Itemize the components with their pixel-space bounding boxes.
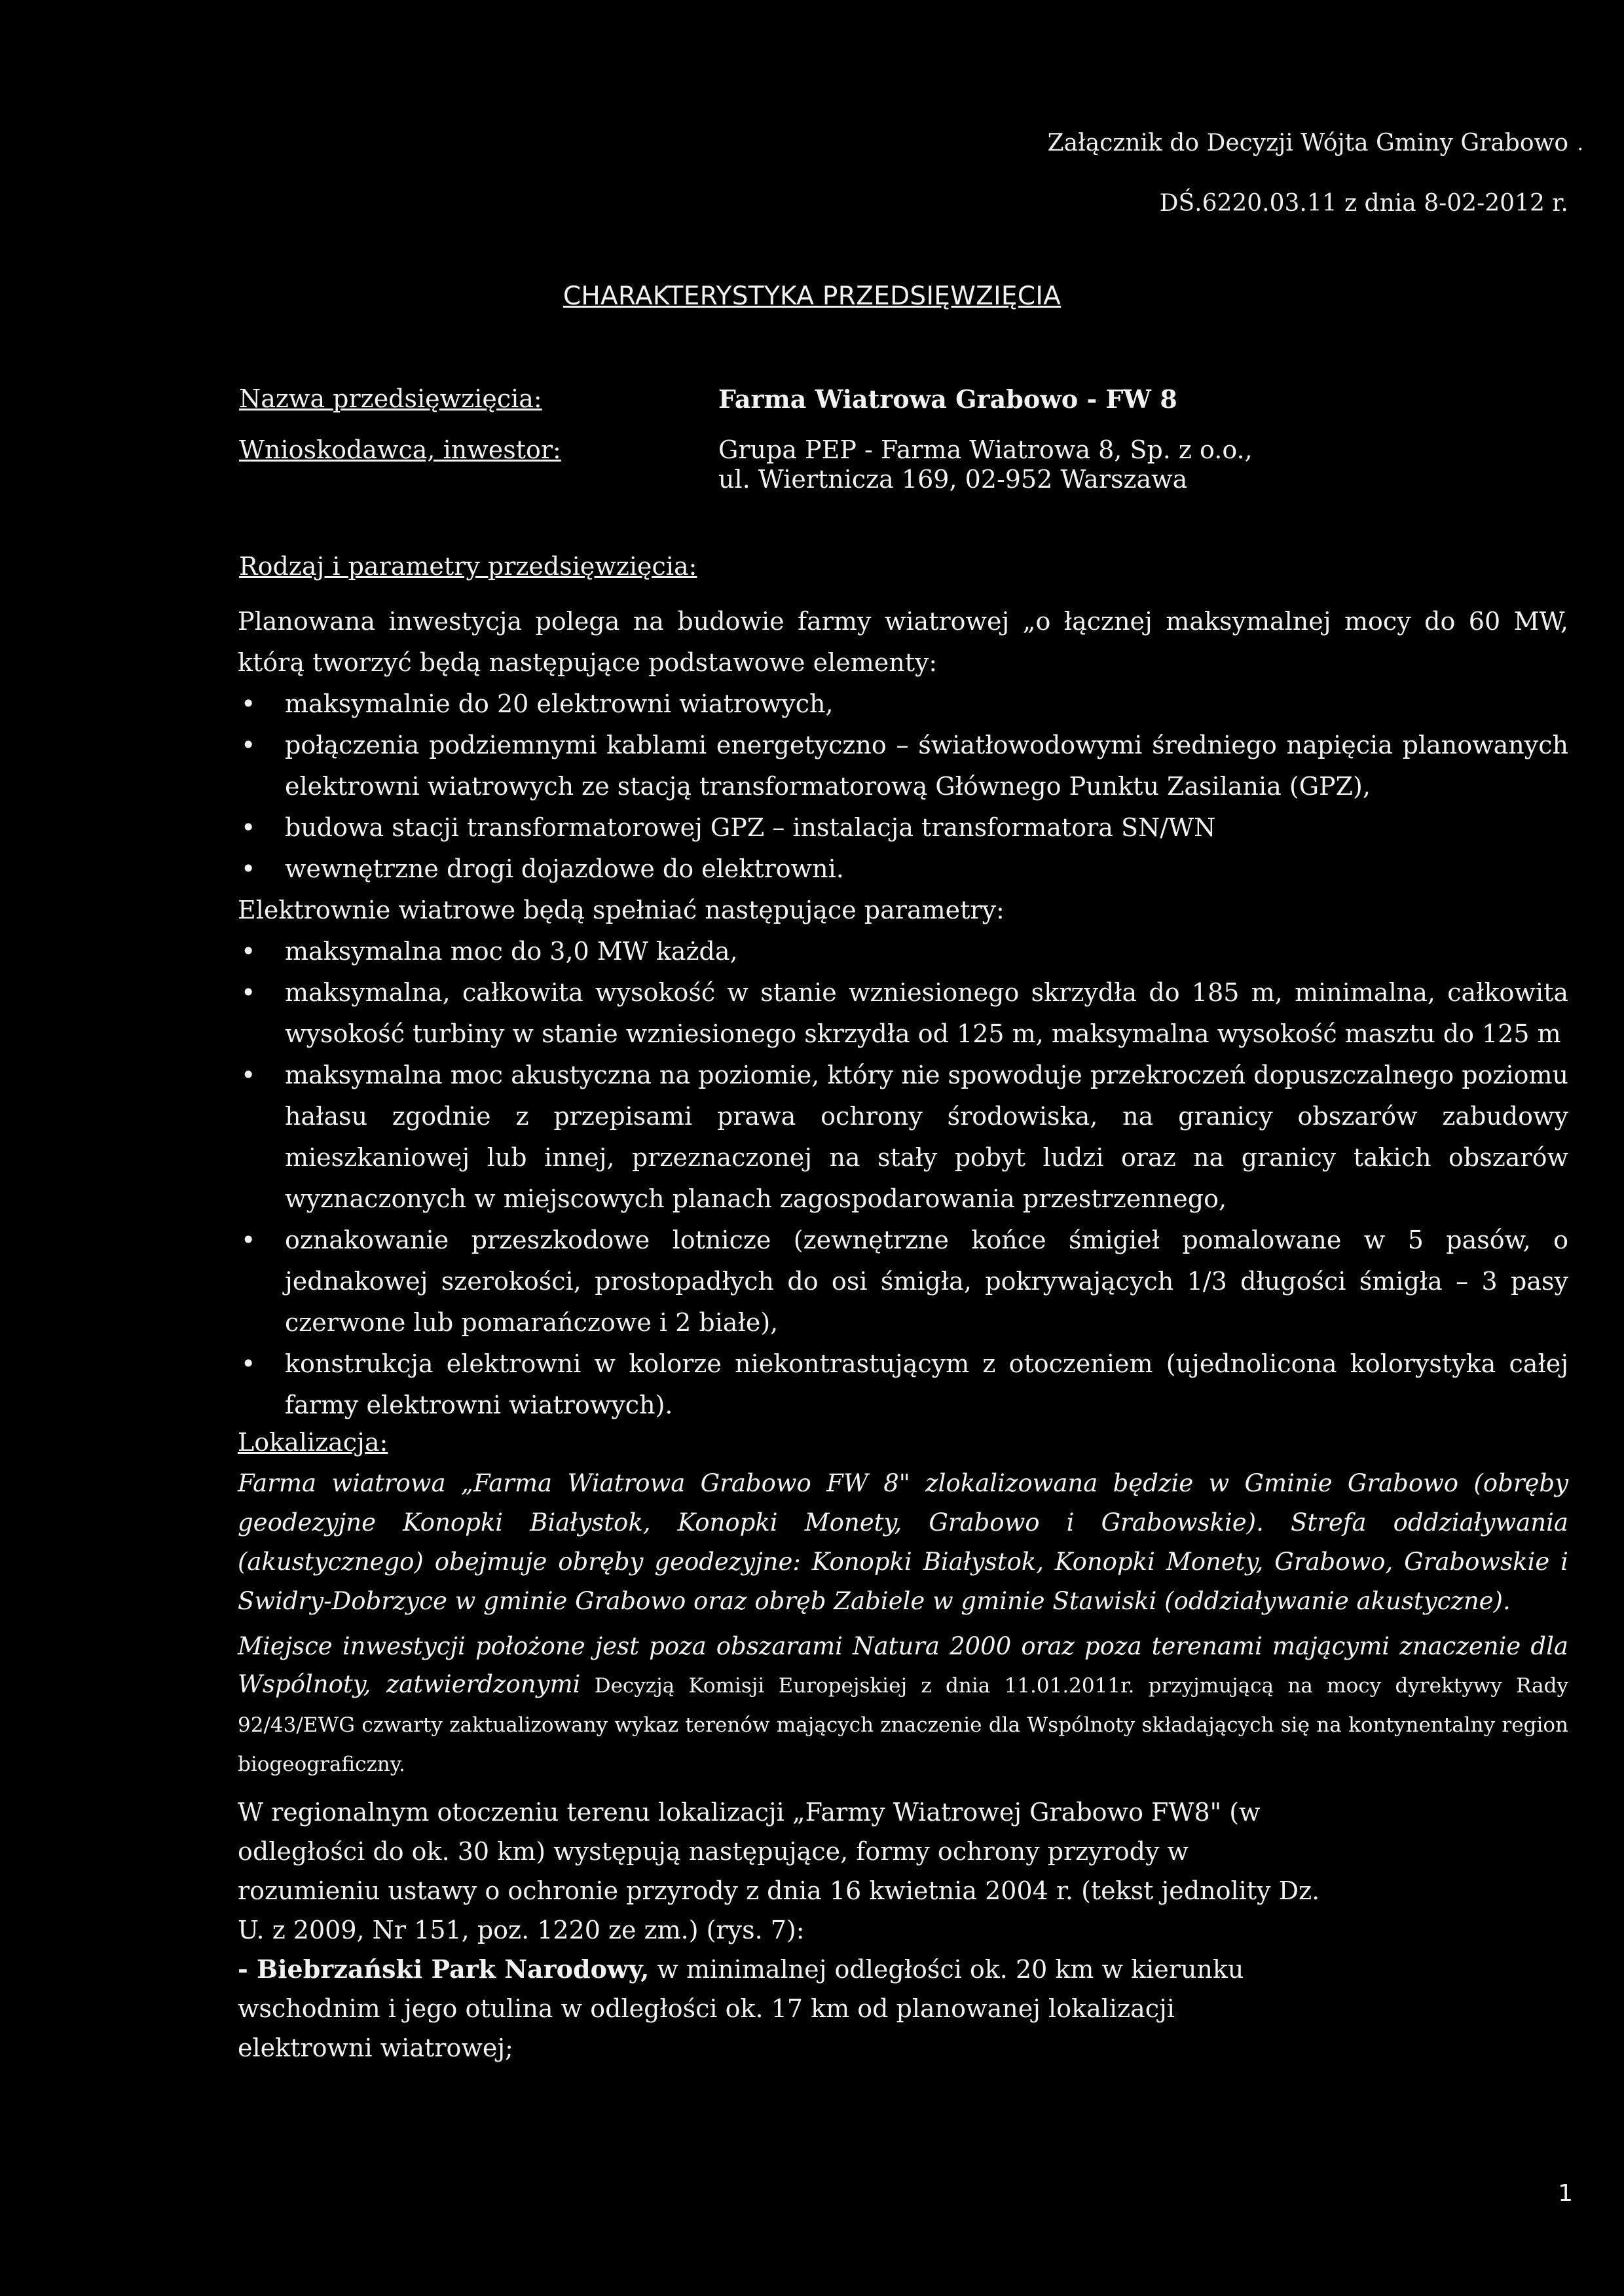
text-line: odległości do ok. 30 km) występują następujące, formy ochrony przyrody w (238, 1837, 1189, 1866)
park-distance: w minimalnej odległości ok. 20 km w kierunku (649, 1955, 1244, 1984)
applicant-label: Wnioskodawca, inwestor: (239, 435, 561, 464)
natura-regular-text: Decyzją Komisji Europejskiej z dnia 11.01.2011r. przyjmującą na mocy dyrektywy Rady 92/43/EWG czwarty zaktualizowany wykaz terenów mających znaczenie dla Wspólnoty składających się na kontynentalny region biogeograficzny. (238, 1674, 1568, 1776)
project-name-label: Nazwa przedsięwzięcia: (239, 384, 542, 413)
params-intro: Planowana inwestycja polega na budowie farmy wiatrowej „o łącznej maksymalnej mocy do 60 MW, którą tworzyć będą następujące podstawowe elementy: (238, 607, 1568, 677)
params-section (238, 601, 1568, 2068)
text-line: rozumieniu ustawy o ochronie przyrody z dnia 16 kwietnia 2004 r. (tekst jednolity Dz. (238, 1876, 1320, 1905)
list-item: • maksymalnie do 20 elektrowni wiatrowych, (238, 683, 1568, 725)
parameters-list (238, 931, 1568, 1426)
natura-paragraph (238, 1628, 1568, 1783)
list-item: • maksymalna moc do 3,0 MW każda, (238, 931, 1568, 972)
text-line: elektrowni wiatrowej; (238, 2033, 513, 2062)
list-item: • połączenia podziemnymi kablami energetyczno – światłowodowymi średniego napięcia planowanych elektrowni wiatrowych ze stacją transformatorową Głównego Punktu Zasilania (GPZ), (238, 725, 1568, 807)
elements-list (238, 683, 1568, 890)
project-name-value: Farma Wiatrowa Grabowo - FW 8 (718, 384, 1177, 414)
natura-italic-text: Miejsce inwestycji położone jest poza obszarami Natura 2000 oraz poza terenami mającymi znaczenie dla Wspólnoty, zatwierdzonymi (238, 1632, 1568, 1698)
parameters-intro: Elektrownie wiatrowe będą spełniać następujące parametry: (238, 896, 1005, 924)
location-heading: Lokalizacja: (238, 1428, 388, 1457)
list-item: • maksymalna, całkowita wysokość w stanie wzniesionego skrzydła do 185 m, minimalna, całkowita wysokość turbiny w stanie wzniesionego skrzydła od 125 m, maksymalna wysokość masztu do 125 m (238, 972, 1568, 1055)
decision-number: DŚ.6220.03.11 z dnia 8-02-2012 r. (1159, 190, 1568, 217)
list-item: • oznakowanie przeszkodowe lotnicze (zewnętrzne końce śmigieł pomalowane w 5 pasów, o jednakowej szerokości, prostopadłych do osi śmigła, pokrywających 1/3 długości śmigła – 3 pasy czerwone lub pomarańczowe i 2 białe), (238, 1220, 1568, 1343)
list-item: • budowa stacji transformatorowej GPZ – instalacja transformatora SN/WN (238, 807, 1568, 848)
list-item: • wewnętrzne drogi dojazdowe do elektrowni. (238, 848, 1568, 890)
park-name: - Biebrzański Park Narodowy, (238, 1954, 650, 1984)
location-paragraph: Farma wiatrowa „Farma Wiatrowa Grabowo FW 8" zlokalizowana będzie w Gminie Grabowo (obręby geodezyjne Konopki Białystok, Konopki Monety, Grabowo i Grabowskie). Strefa oddziaływania (akustycznego) obejmuje obręby geodezyjne: Konopki Białystok, Konopki Monety, Grabowo, Grabowskie i Swidry-Dobrzyce w gminie Grabowo oraz obręb Zabiele w gminie Stawiski (oddziaływanie akustyczne). (238, 1469, 1568, 1615)
text-line: U. z 2009, Nr 151, poz. 1220 ze zm.) (rys. 7): (238, 1916, 805, 1944)
text-line: W regionalnym otoczeniu terenu lokalizacji „Farmy Wiatrowej Grabowo FW8" (w (238, 1798, 1261, 1827)
page-number: 1 (1558, 2180, 1573, 2207)
list-item: • konstrukcja elektrowni w kolorze niekontrastującym z otoczeniem (ujednolicona kolorystyka całej farmy elektrowni wiatrowych). (238, 1343, 1568, 1426)
list-item: • maksymalna moc akustyczna na poziomie, który nie spowoduje przekroczeń dopuszczalnego poziomu hałasu zgodnie z przepisami prawa ochrony środowiska, na granicy obszarów zabudowy mieszkaniowej lub innej, przeznaczonej na stały pobyt ludzi oraz na granicy takich obszarów wyznaczonych w miejscowych planach zagospodarowania przestrzennego, (238, 1055, 1568, 1220)
regional-paragraph (238, 1793, 1568, 2068)
applicant-name: Grupa PEP - Farma Wiatrowa 8, Sp. z o.o., (718, 435, 1253, 464)
stray-mark: . (1577, 132, 1583, 155)
annex-reference: Załącznik do Decyzji Wójta Gminy Grabowo (1047, 130, 1568, 156)
page-title: CHARAKTERYSTYKA PRZEDSIĘWZIĘCIA (563, 282, 1061, 311)
text-line: wschodnim i jego otulina w odległości ok. 17 km od planowanej lokalizacji (238, 1994, 1175, 2023)
params-heading: Rodzaj i parametry przedsięwzięcia: (239, 552, 697, 581)
park-line (238, 1950, 1568, 1989)
applicant-address: ul. Wiertnicza 169, 02-952 Warszawa (718, 465, 1188, 494)
